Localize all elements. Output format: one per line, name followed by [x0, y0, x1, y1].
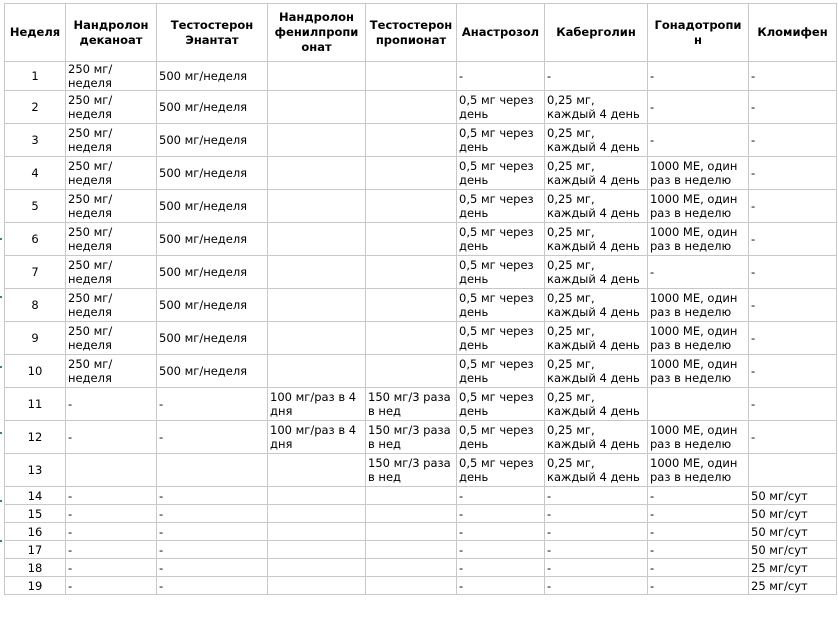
- nandrolone-decanoate-cell: 250 мг/неделя: [66, 91, 157, 124]
- anastrozole-cell: 0,5 мг через день: [457, 124, 545, 157]
- testosterone-enanthate-cell: -: [157, 541, 268, 559]
- clomiphene-cell: 50 мг/сут: [749, 505, 837, 523]
- nandrolone-decanoate-cell: 250 мг/неделя: [66, 256, 157, 289]
- week-cell: 19: [5, 577, 66, 595]
- nandrolone-phenylpropionate-cell: [268, 124, 366, 157]
- testosterone-propionate-cell: [366, 223, 457, 256]
- testosterone-enanthate-cell: -: [157, 577, 268, 595]
- clomiphene-cell: -: [749, 62, 837, 91]
- anastrozole-cell: 0,5 мг через день: [457, 157, 545, 190]
- table-row: [5, 355, 837, 388]
- cabergoline-cell: 0,25 мг, каждый 4 день: [545, 256, 648, 289]
- gonadotropin-cell: -: [648, 577, 749, 595]
- table-row: [5, 190, 837, 223]
- clomiphene-cell: -: [749, 421, 837, 454]
- cabergoline-header: Каберголин: [545, 4, 648, 62]
- gonadotropin-cell: -: [648, 124, 749, 157]
- nandrolone-phenylpropionate-cell: [268, 559, 366, 577]
- anastrozole-header: Анастрозол: [457, 4, 545, 62]
- nandrolone-decanoate-cell: -: [66, 421, 157, 454]
- testosterone-enanthate-cell: 500 мг/неделя: [157, 190, 268, 223]
- table-row: [5, 256, 837, 289]
- testosterone-propionate-cell: 150 мг/3 раза в нед: [366, 454, 457, 487]
- clomiphene-cell: 50 мг/сут: [749, 487, 837, 505]
- anastrozole-cell: 0,5 мг через день: [457, 223, 545, 256]
- table-row: [5, 62, 837, 91]
- nandrolone-phenylpropionate-cell: [268, 541, 366, 559]
- nandrolone-phenylpropionate-cell: [268, 523, 366, 541]
- anastrozole-cell: 0,5 мг через день: [457, 355, 545, 388]
- cabergoline-cell: 0,25 мг, каждый 4 день: [545, 355, 648, 388]
- week-cell: 9: [5, 322, 66, 355]
- anastrozole-cell: -: [457, 487, 545, 505]
- testosterone-propionate-cell: 150 мг/3 раза в нед: [366, 421, 457, 454]
- clomiphene-cell: 50 мг/сут: [749, 541, 837, 559]
- nandrolone-decanoate-cell: -: [66, 577, 157, 595]
- clomiphene-cell: -: [749, 289, 837, 322]
- gonadotropin-header: Гонадотропин: [648, 4, 749, 62]
- anastrozole-cell: 0,5 мг через день: [457, 190, 545, 223]
- gonadotropin-cell: -: [648, 505, 749, 523]
- nandrolone-phenylpropionate-cell: 100 мг/раз в 4 дня: [268, 388, 366, 421]
- week-cell: 16: [5, 523, 66, 541]
- table-row: [5, 421, 837, 454]
- anastrozole-cell: -: [457, 541, 545, 559]
- nandrolone-phenylpropionate-header: Нандролон фенилпропионат: [268, 4, 366, 62]
- clomiphene-cell: 25 мг/сут: [749, 577, 837, 595]
- testosterone-enanthate-cell: 500 мг/неделя: [157, 223, 268, 256]
- table-row: [5, 322, 837, 355]
- week-cell: 15: [5, 505, 66, 523]
- gonadotropin-cell: 1000 МЕ, один раз в неделю: [648, 190, 749, 223]
- table-row: [5, 577, 837, 595]
- table-row: [5, 559, 837, 577]
- clomiphene-cell: -: [749, 355, 837, 388]
- testosterone-enanthate-cell: 500 мг/неделя: [157, 322, 268, 355]
- testosterone-propionate-cell: [366, 541, 457, 559]
- gonadotropin-cell: -: [648, 541, 749, 559]
- table-row: [5, 157, 837, 190]
- testosterone-propionate-cell: [366, 91, 457, 124]
- table-row: [5, 505, 837, 523]
- nandrolone-phenylpropionate-cell: [268, 487, 366, 505]
- testosterone-propionate-cell: [366, 505, 457, 523]
- clomiphene-header: Кломифен: [749, 4, 837, 62]
- week-cell: 3: [5, 124, 66, 157]
- cabergoline-cell: -: [545, 62, 648, 91]
- gonadotropin-cell: [648, 388, 749, 421]
- testosterone-enanthate-cell: 500 мг/неделя: [157, 124, 268, 157]
- testosterone-propionate-cell: [366, 523, 457, 541]
- nandrolone-decanoate-cell: -: [66, 487, 157, 505]
- nandrolone-decanoate-cell: 250 мг/неделя: [66, 322, 157, 355]
- testosterone-propionate-cell: [366, 487, 457, 505]
- testosterone-enanthate-cell: -: [157, 487, 268, 505]
- anastrozole-cell: -: [457, 523, 545, 541]
- clomiphene-cell: -: [749, 322, 837, 355]
- cabergoline-cell: 0,25 мг, каждый 4 день: [545, 454, 648, 487]
- testosterone-propionate-cell: [366, 559, 457, 577]
- clomiphene-cell: -: [749, 190, 837, 223]
- testosterone-enanthate-header: Тестостерон Энантат: [157, 4, 268, 62]
- nandrolone-decanoate-cell: 250 мг/неделя: [66, 223, 157, 256]
- gonadotropin-cell: -: [648, 559, 749, 577]
- clomiphene-cell: 50 мг/сут: [749, 523, 837, 541]
- testosterone-propionate-cell: 150 мг/3 раза в нед: [366, 388, 457, 421]
- gonadotropin-cell: 1000 МЕ, один раз в неделю: [648, 322, 749, 355]
- table-row: [5, 454, 837, 487]
- cabergoline-cell: 0,25 мг, каждый 4 день: [545, 124, 648, 157]
- anastrozole-cell: 0,5 мг через день: [457, 289, 545, 322]
- testosterone-propionate-cell: [366, 289, 457, 322]
- table-row: [5, 487, 837, 505]
- nandrolone-decanoate-header: Нандролон деканоат: [66, 4, 157, 62]
- clomiphene-cell: -: [749, 91, 837, 124]
- nandrolone-phenylpropionate-cell: [268, 505, 366, 523]
- cabergoline-cell: 0,25 мг, каждый 4 день: [545, 91, 648, 124]
- testosterone-enanthate-cell: 500 мг/неделя: [157, 256, 268, 289]
- cabergoline-cell: -: [545, 559, 648, 577]
- testosterone-propionate-cell: [366, 322, 457, 355]
- gonadotropin-cell: -: [648, 487, 749, 505]
- anastrozole-cell: -: [457, 559, 545, 577]
- gonadotropin-cell: -: [648, 523, 749, 541]
- clomiphene-cell: [749, 454, 837, 487]
- testosterone-propionate-cell: [366, 355, 457, 388]
- gonadotropin-cell: 1000 МЕ, один раз в неделю: [648, 289, 749, 322]
- cabergoline-cell: 0,25 мг, каждый 4 день: [545, 157, 648, 190]
- week-cell: 18: [5, 559, 66, 577]
- gonadotropin-cell: 1000 МЕ, один раз в неделю: [648, 355, 749, 388]
- left-edge-marks: [0, 0, 3, 618]
- clomiphene-cell: -: [749, 124, 837, 157]
- cabergoline-cell: 0,25 мг, каждый 4 день: [545, 322, 648, 355]
- testosterone-enanthate-cell: 500 мг/неделя: [157, 91, 268, 124]
- nandrolone-decanoate-cell: 250 мг/неделя: [66, 289, 157, 322]
- testosterone-enanthate-cell: 500 мг/неделя: [157, 62, 268, 91]
- testosterone-propionate-cell: [366, 190, 457, 223]
- nandrolone-decanoate-cell: 250 мг/неделя: [66, 124, 157, 157]
- nandrolone-phenylpropionate-cell: [268, 256, 366, 289]
- cabergoline-cell: 0,25 мг, каждый 4 день: [545, 388, 648, 421]
- testosterone-propionate-cell: [366, 256, 457, 289]
- testosterone-propionate-cell: [366, 62, 457, 91]
- week-cell: 13: [5, 454, 66, 487]
- testosterone-propionate-cell: [366, 124, 457, 157]
- nandrolone-decanoate-cell: -: [66, 559, 157, 577]
- week-cell: 5: [5, 190, 66, 223]
- week-header: Неделя: [5, 4, 66, 62]
- testosterone-enanthate-cell: -: [157, 559, 268, 577]
- nandrolone-phenylpropionate-cell: [268, 454, 366, 487]
- testosterone-enanthate-cell: 500 мг/неделя: [157, 355, 268, 388]
- header-row: [5, 4, 837, 62]
- cabergoline-cell: 0,25 мг, каждый 4 день: [545, 421, 648, 454]
- clomiphene-cell: 25 мг/сут: [749, 559, 837, 577]
- clomiphene-cell: -: [749, 388, 837, 421]
- week-cell: 17: [5, 541, 66, 559]
- cabergoline-cell: -: [545, 523, 648, 541]
- gonadotropin-cell: 1000 МЕ, один раз в неделю: [648, 223, 749, 256]
- table-row: [5, 124, 837, 157]
- nandrolone-phenylpropionate-cell: [268, 91, 366, 124]
- nandrolone-phenylpropionate-cell: [268, 62, 366, 91]
- table-row: [5, 388, 837, 421]
- nandrolone-decanoate-cell: 250 мг/неделя: [66, 62, 157, 91]
- cabergoline-cell: 0,25 мг, каждый 4 день: [545, 190, 648, 223]
- nandrolone-phenylpropionate-cell: [268, 190, 366, 223]
- clomiphene-cell: -: [749, 256, 837, 289]
- week-cell: 7: [5, 256, 66, 289]
- gonadotropin-cell: 1000 МЕ, один раз в неделю: [648, 421, 749, 454]
- gonadotropin-cell: -: [648, 256, 749, 289]
- cabergoline-cell: -: [545, 577, 648, 595]
- anastrozole-cell: 0,5 мг через день: [457, 388, 545, 421]
- anastrozole-cell: -: [457, 505, 545, 523]
- cabergoline-cell: -: [545, 505, 648, 523]
- table-row: [5, 523, 837, 541]
- cabergoline-cell: 0,25 мг, каждый 4 день: [545, 223, 648, 256]
- nandrolone-phenylpropionate-cell: [268, 355, 366, 388]
- week-cell: 14: [5, 487, 66, 505]
- testosterone-enanthate-cell: 500 мг/неделя: [157, 289, 268, 322]
- testosterone-propionate-cell: [366, 157, 457, 190]
- nandrolone-phenylpropionate-cell: [268, 322, 366, 355]
- gonadotropin-cell: 1000 МЕ, один раз в неделю: [648, 454, 749, 487]
- gonadotropin-cell: 1000 МЕ, один раз в неделю: [648, 157, 749, 190]
- week-cell: 2: [5, 91, 66, 124]
- week-cell: 1: [5, 62, 66, 91]
- cabergoline-cell: -: [545, 541, 648, 559]
- gonadotropin-cell: -: [648, 91, 749, 124]
- testosterone-propionate-cell: [366, 577, 457, 595]
- week-cell: 8: [5, 289, 66, 322]
- table-row: [5, 91, 837, 124]
- week-cell: 6: [5, 223, 66, 256]
- testosterone-propionate-header: Тестостерон пропионат: [366, 4, 457, 62]
- anastrozole-cell: 0,5 мг через день: [457, 322, 545, 355]
- week-cell: 4: [5, 157, 66, 190]
- table-row: [5, 289, 837, 322]
- table-body: [5, 62, 837, 595]
- gonadotropin-cell: -: [648, 62, 749, 91]
- nandrolone-decanoate-cell: -: [66, 541, 157, 559]
- anastrozole-cell: 0,5 мг через день: [457, 256, 545, 289]
- cycle-schedule-table: [4, 3, 837, 595]
- testosterone-enanthate-cell: -: [157, 388, 268, 421]
- table-row: [5, 223, 837, 256]
- week-cell: 12: [5, 421, 66, 454]
- anastrozole-cell: -: [457, 62, 545, 91]
- nandrolone-decanoate-cell: -: [66, 388, 157, 421]
- anastrozole-cell: 0,5 мг через день: [457, 454, 545, 487]
- clomiphene-cell: -: [749, 223, 837, 256]
- nandrolone-phenylpropionate-cell: [268, 223, 366, 256]
- nandrolone-decanoate-cell: 250 мг/неделя: [66, 355, 157, 388]
- nandrolone-decanoate-cell: -: [66, 505, 157, 523]
- nandrolone-phenylpropionate-cell: [268, 289, 366, 322]
- cabergoline-cell: 0,25 мг, каждый 4 день: [545, 289, 648, 322]
- cabergoline-cell: -: [545, 487, 648, 505]
- week-cell: 11: [5, 388, 66, 421]
- nandrolone-phenylpropionate-cell: 100 мг/раз в 4 дня: [268, 421, 366, 454]
- nandrolone-phenylpropionate-cell: [268, 157, 366, 190]
- nandrolone-phenylpropionate-cell: [268, 577, 366, 595]
- week-cell: 10: [5, 355, 66, 388]
- table-row: [5, 541, 837, 559]
- nandrolone-decanoate-cell: [66, 454, 157, 487]
- nandrolone-decanoate-cell: 250 мг/неделя: [66, 190, 157, 223]
- testosterone-enanthate-cell: [157, 454, 268, 487]
- testosterone-enanthate-cell: -: [157, 505, 268, 523]
- testosterone-enanthate-cell: -: [157, 523, 268, 541]
- testosterone-enanthate-cell: 500 мг/неделя: [157, 157, 268, 190]
- nandrolone-decanoate-cell: 250 мг/неделя: [66, 157, 157, 190]
- clomiphene-cell: -: [749, 157, 837, 190]
- testosterone-enanthate-cell: -: [157, 421, 268, 454]
- nandrolone-decanoate-cell: -: [66, 523, 157, 541]
- anastrozole-cell: 0,5 мг через день: [457, 91, 545, 124]
- anastrozole-cell: 0,5 мг через день: [457, 421, 545, 454]
- anastrozole-cell: -: [457, 577, 545, 595]
